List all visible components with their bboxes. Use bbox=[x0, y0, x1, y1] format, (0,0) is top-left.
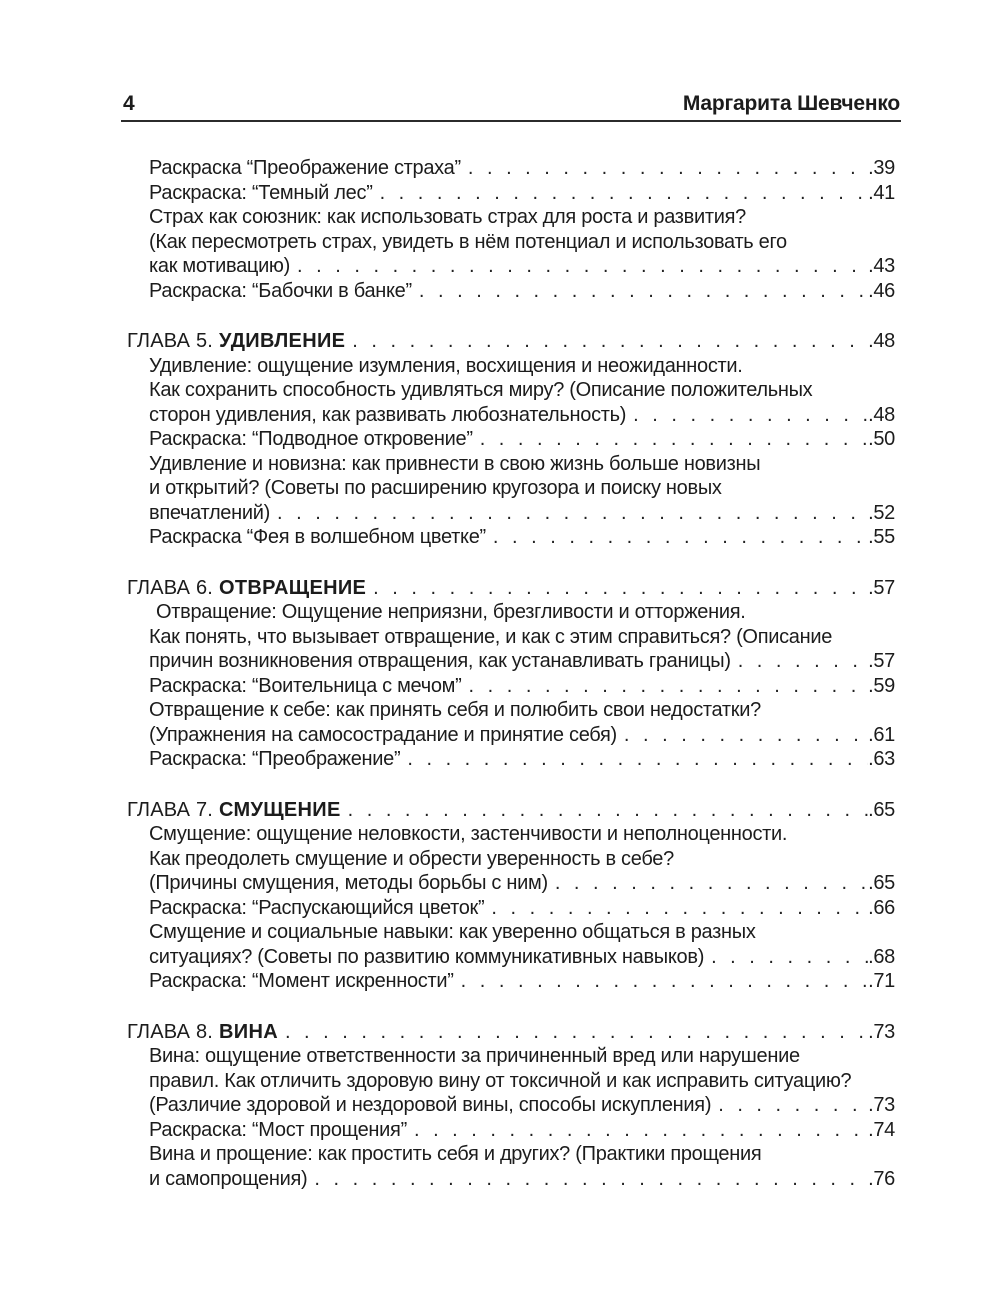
toc-entry-row bbox=[127, 1044, 895, 1069]
dot-leader bbox=[348, 798, 868, 823]
chapter-label: ГЛАВА 6. bbox=[127, 576, 214, 599]
toc-entry-row bbox=[127, 279, 895, 304]
toc-entry-row bbox=[127, 181, 895, 206]
toc-entry-text: причин возникновения отвращения, как устанавливать границы) bbox=[149, 650, 731, 672]
toc-entry-text: Как понять, что вызывает отвращение, и как с этим справиться? (Описание bbox=[149, 625, 833, 648]
toc-entry-row bbox=[127, 452, 895, 477]
toc-entry-row bbox=[127, 254, 895, 279]
header-rule bbox=[121, 120, 901, 122]
toc-page-number: . 59 bbox=[868, 674, 895, 699]
toc-entry-text: (Как пересмотреть страх, увидеть в нём потенциал и использовать его bbox=[149, 230, 787, 253]
toc-page-number: . 73 bbox=[868, 1020, 895, 1045]
toc-entry-text: Раскраска: “Преображение” bbox=[149, 748, 401, 770]
toc-section bbox=[127, 156, 895, 303]
toc-entry-text: Удивление: ощущение изумления, восхищения и неожиданности. bbox=[149, 354, 743, 377]
dot-leader bbox=[419, 279, 868, 304]
dot-leader bbox=[718, 1093, 868, 1118]
dot-leader bbox=[277, 501, 868, 526]
toc-entry-text: сторон удивления, как развивать любознательность) bbox=[149, 403, 627, 426]
toc-page-number: . 50 bbox=[868, 427, 895, 452]
toc-entry-row bbox=[127, 403, 895, 428]
toc-entry-text: Вина: ощущение ответственности за причиненный вред или нарушение bbox=[149, 1045, 800, 1067]
dot-leader bbox=[624, 723, 868, 748]
toc-entry-text: Удивление и новизна: как привнести в свою жизнь больше новизны bbox=[149, 452, 761, 475]
toc-entry-row bbox=[127, 1142, 895, 1167]
toc-entry-text: Смущение: ощущение неловкости, застенчивости и неполноценности. bbox=[149, 823, 788, 845]
toc-entry-row bbox=[127, 156, 895, 181]
toc-entry-row bbox=[127, 747, 895, 772]
toc-entry-row bbox=[127, 205, 895, 230]
toc-chapter-row bbox=[127, 329, 895, 354]
toc-page-number: . 65 bbox=[868, 798, 895, 823]
toc-entry-row bbox=[127, 501, 895, 526]
toc-page-number: . 43 bbox=[868, 254, 895, 279]
toc-entry-text: Раскраска: “Бабочки в банке” bbox=[149, 279, 412, 302]
toc-chapter-row bbox=[127, 1020, 895, 1045]
page-header bbox=[123, 92, 900, 116]
toc-entry-row bbox=[127, 674, 895, 699]
toc-entry-row bbox=[127, 871, 895, 896]
dot-leader bbox=[380, 181, 869, 206]
toc-page-number: . 41 bbox=[868, 181, 895, 206]
dot-leader bbox=[633, 403, 868, 428]
toc-section bbox=[127, 576, 895, 772]
toc-entry-row bbox=[127, 354, 895, 379]
toc-entry-row bbox=[127, 625, 895, 650]
dot-leader bbox=[373, 576, 868, 601]
toc-page-number: . 61 bbox=[868, 723, 895, 748]
toc-page-number: . 55 bbox=[868, 525, 895, 550]
toc-entry-row bbox=[127, 1167, 895, 1192]
toc-entry-text: ситуациях? (Советы по развитию коммуникативных навыков) bbox=[149, 945, 705, 968]
toc-entry-text: Раскраска “Преображение страха” bbox=[149, 157, 461, 179]
toc-page-number: . 74 bbox=[868, 1118, 895, 1143]
dot-leader bbox=[297, 254, 868, 279]
toc-page-number: . 65 bbox=[868, 871, 895, 896]
dot-leader bbox=[468, 674, 868, 699]
toc-page-number: . 52 bbox=[868, 501, 895, 526]
toc-entry-row bbox=[127, 378, 895, 403]
toc-entry-row bbox=[127, 427, 895, 452]
dot-leader bbox=[468, 156, 868, 181]
toc-entry-text: впечатлений) bbox=[149, 501, 270, 524]
toc-section bbox=[127, 798, 895, 994]
dot-leader bbox=[493, 525, 868, 550]
chapter-title: ОТВРАЩЕНИЕ bbox=[219, 576, 367, 599]
toc-page-number: . 68 bbox=[868, 945, 895, 970]
toc-entry-text: Раскраска: “Подводное откровение” bbox=[149, 428, 473, 450]
toc-entry-row bbox=[127, 822, 895, 847]
toc-page-number: . 39 bbox=[868, 156, 895, 181]
toc-page-number: . 76 bbox=[868, 1167, 895, 1192]
folio-page-number: 4 bbox=[123, 92, 135, 115]
toc-entry-row bbox=[127, 1069, 895, 1094]
toc-page-number: . 71 bbox=[868, 969, 895, 994]
toc-entry-row bbox=[127, 847, 895, 872]
dot-leader bbox=[414, 1118, 868, 1143]
dot-leader bbox=[711, 945, 868, 970]
dot-leader bbox=[480, 427, 868, 452]
toc-entry-text: Раскраска: “Мост прощения” bbox=[149, 1118, 407, 1141]
toc-entry-text: Раскраска: “Воительница с мечом” bbox=[149, 674, 462, 697]
toc-entry-row bbox=[127, 230, 895, 255]
toc-entry-row bbox=[127, 600, 895, 625]
toc-entry-text: (Причины смущения, методы борьбы с ним) bbox=[149, 872, 548, 894]
toc-entry-text: Страх как союзник: как использовать страх для роста и развития? bbox=[149, 206, 746, 228]
toc-entry-text: как мотивацию) bbox=[149, 255, 290, 277]
toc-entry-text: Вина и прощение: как простить себя и других? (Практики прощения bbox=[149, 1143, 762, 1165]
toc-page-number: . 46 bbox=[868, 279, 895, 304]
toc-entry-text: Как сохранить способность удивляться миру? (Описание положительных bbox=[149, 379, 813, 401]
dot-leader bbox=[314, 1167, 868, 1192]
chapter-label: ГЛАВА 7. bbox=[127, 798, 214, 821]
toc-entry-text: Отвращение к себе: как принять себя и полюбить свои недостатки? bbox=[149, 699, 761, 721]
toc-entry-text: Отвращение: Ощущение неприязни, брезгливости и отторжения. bbox=[156, 601, 746, 623]
dot-leader bbox=[407, 747, 868, 772]
dot-leader bbox=[491, 896, 868, 921]
toc-page-number: . 66 bbox=[868, 896, 895, 921]
toc-entry-row bbox=[127, 969, 895, 994]
chapter-title: ВИНА bbox=[219, 1020, 278, 1043]
toc-page-number: . 63 bbox=[868, 747, 895, 772]
dot-leader bbox=[352, 329, 868, 354]
toc-page-number: . 57 bbox=[868, 649, 895, 674]
toc-page-number: . 57 bbox=[868, 576, 895, 601]
toc-chapter-row bbox=[127, 798, 895, 823]
toc-entry-row bbox=[127, 945, 895, 970]
toc-entry-row bbox=[127, 723, 895, 748]
toc-entry-text: Как преодолеть смущение и обрести уверенность в себе? bbox=[149, 847, 674, 870]
running-head-author: Маргарита Шевченко bbox=[682, 92, 900, 115]
toc-entry-row bbox=[127, 1093, 895, 1118]
toc-page-number: . 73 bbox=[868, 1093, 895, 1118]
toc-page-number: . 48 bbox=[868, 403, 895, 428]
toc-chapter-row bbox=[127, 576, 895, 601]
toc-entry-row bbox=[127, 525, 895, 550]
toc-entry-text: Раскраска: “Темный лес” bbox=[149, 181, 373, 204]
toc-section bbox=[127, 329, 895, 550]
toc-page-number: . 48 bbox=[868, 329, 895, 354]
toc-entry-text: Смущение и социальные навыки: как уверенно общаться в разных bbox=[149, 921, 756, 943]
dot-leader bbox=[461, 969, 868, 994]
toc-section bbox=[127, 1020, 895, 1192]
toc-entry-row bbox=[127, 920, 895, 945]
dot-leader bbox=[555, 871, 868, 896]
dot-leader bbox=[285, 1020, 868, 1045]
toc-entry-text: (Упражнения на самосострадание и принятие себя) bbox=[149, 723, 617, 746]
chapter-label: ГЛАВА 8. bbox=[127, 1020, 214, 1043]
toc-entry-text: (Различие здоровой и нездоровой вины, способы искупления) bbox=[149, 1094, 712, 1116]
toc-entry-text: Раскраска “Фея в волшебном цветке” bbox=[149, 526, 486, 548]
toc-entry-text: Раскраска: “Распускающийся цветок” bbox=[149, 896, 485, 919]
toc-entry-text: правил. Как отличить здоровую вину от токсичной и как исправить ситуацию? bbox=[149, 1069, 852, 1092]
toc-entry-text: и открытий? (Советы по расширению кругозора и поиску новых bbox=[149, 477, 722, 499]
toc-entry-text: и самопрощения) bbox=[149, 1167, 308, 1190]
chapter-label: ГЛАВА 5. bbox=[127, 330, 214, 352]
table-of-contents bbox=[127, 156, 895, 1191]
toc-entry-text: Раскраска: “Момент искренности” bbox=[149, 970, 454, 992]
toc-entry-row bbox=[127, 649, 895, 674]
toc-entry-row bbox=[127, 1118, 895, 1143]
chapter-title: УДИВЛЕНИЕ bbox=[219, 330, 346, 352]
toc-entry-row bbox=[127, 698, 895, 723]
toc-entry-row bbox=[127, 896, 895, 921]
dot-leader bbox=[738, 649, 868, 674]
chapter-title: СМУЩЕНИЕ bbox=[219, 798, 341, 821]
toc-entry-row bbox=[127, 476, 895, 501]
